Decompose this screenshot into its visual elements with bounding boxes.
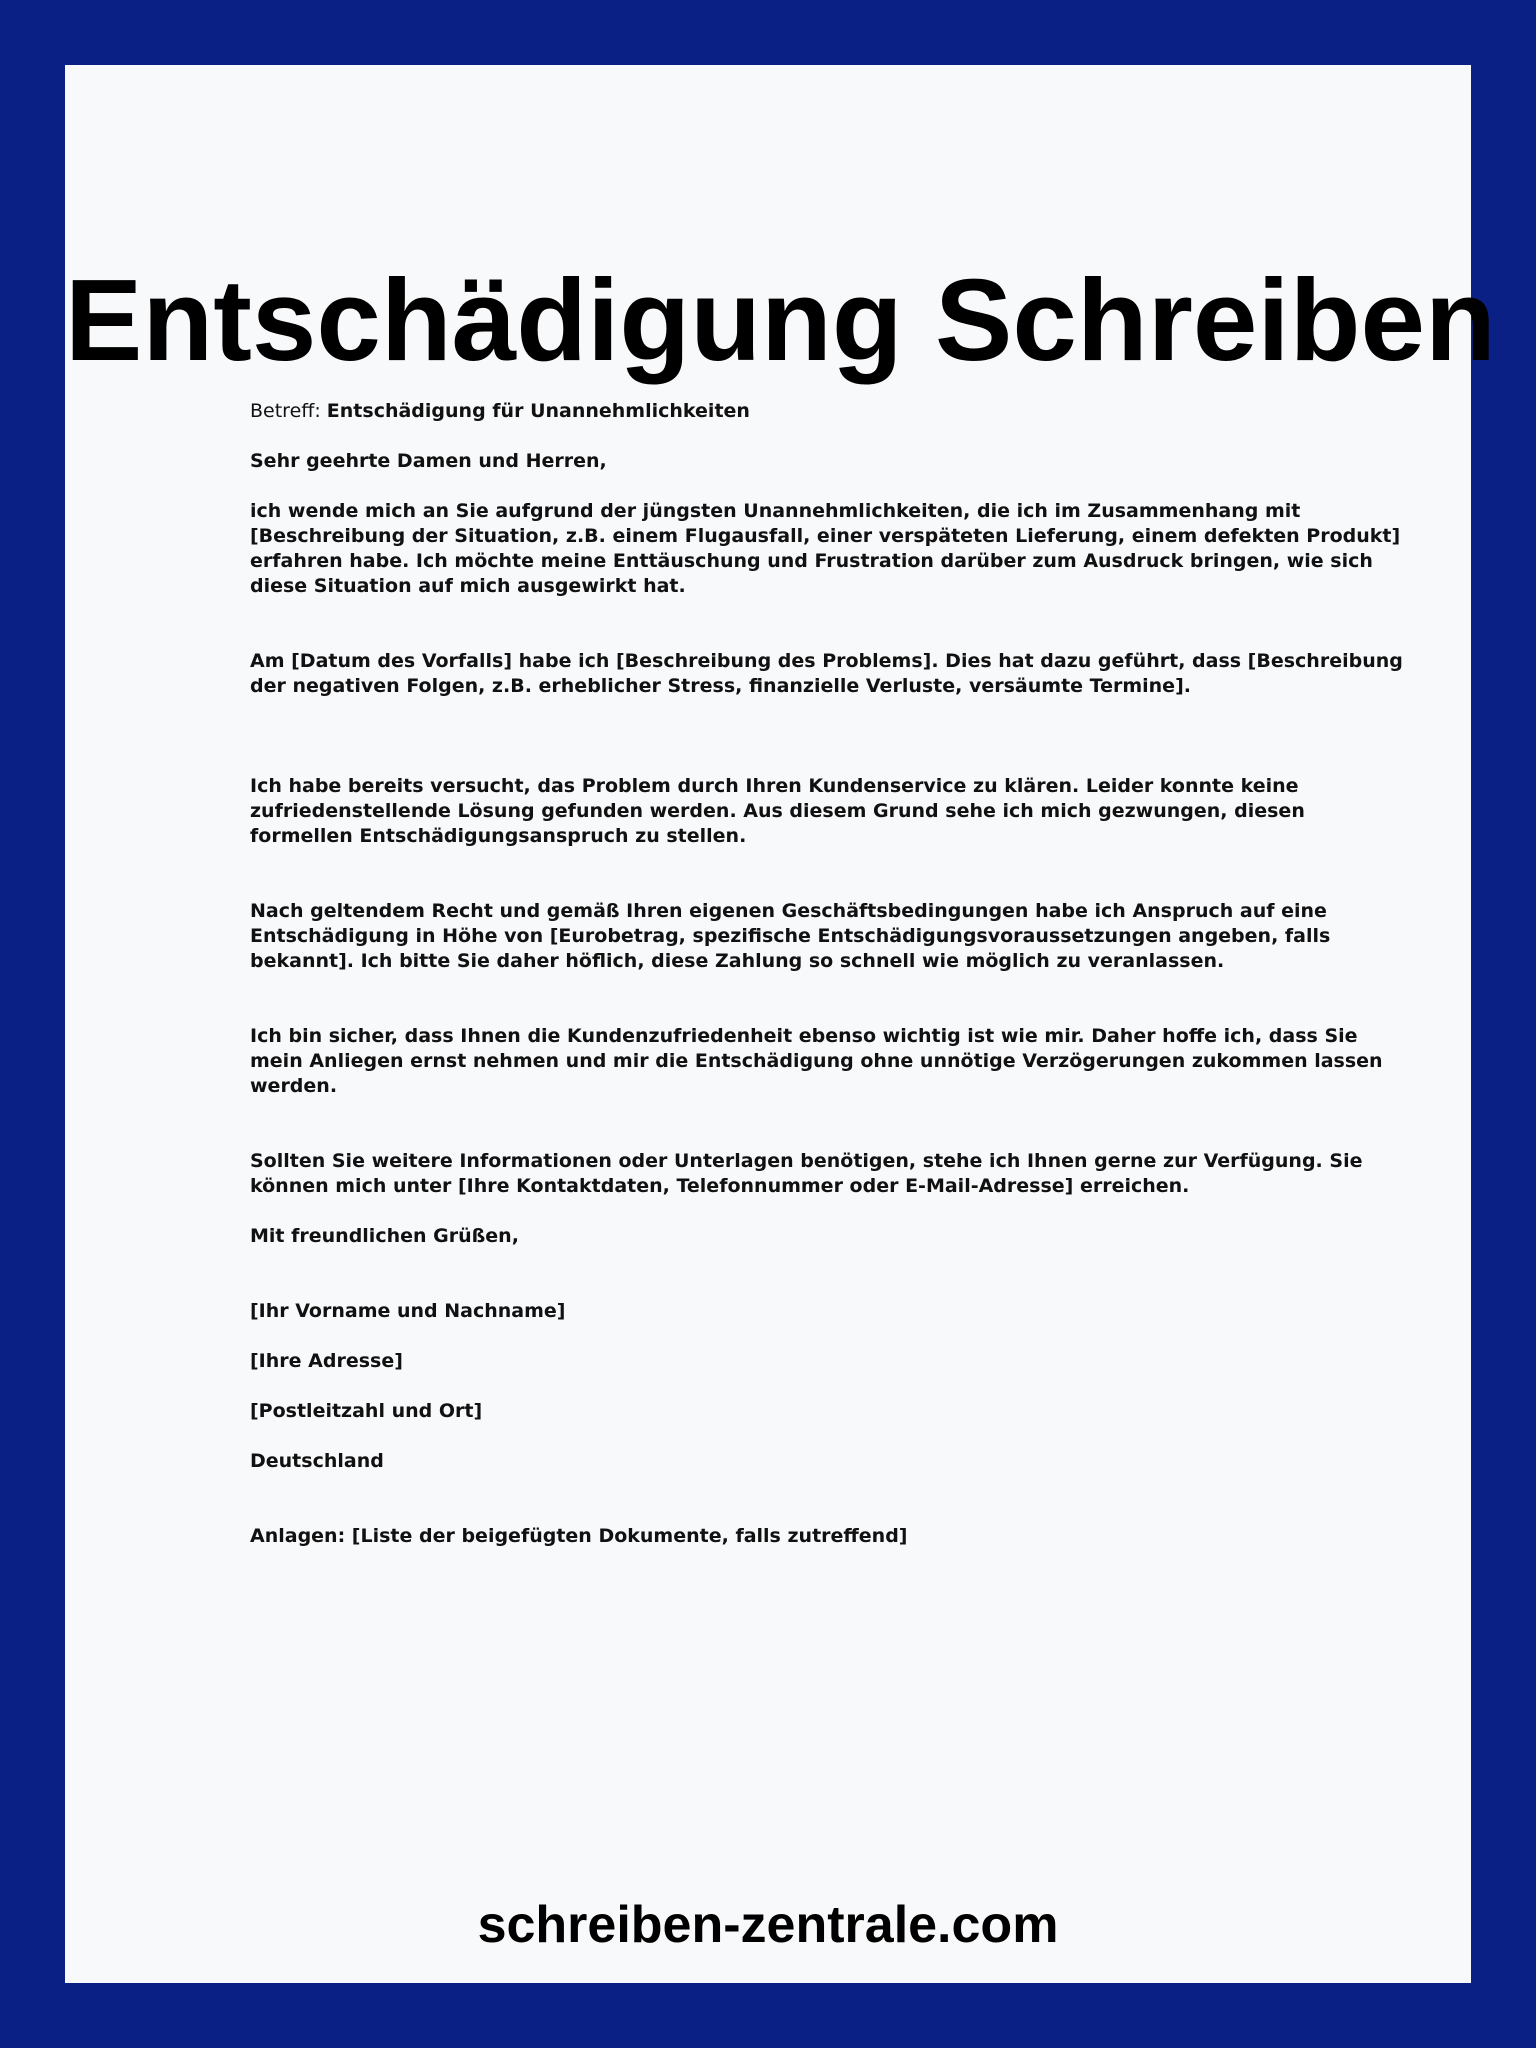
letter-page (65, 65, 1496, 1983)
paragraph-line: [Beschreibung der Situation, z.B. einem Flugausfall, einer verspäteten Lieferung, einem defekten Produkt] (250, 525, 1401, 547)
letter-salutation: Sehr geehrte Damen und Herren, (250, 450, 607, 472)
paragraph-line: Nach geltendem Recht und gemäß Ihren eigenen Geschäftsbedingungen habe ich Anspruch auf eine (250, 900, 1327, 922)
letter-paragraph-1 (250, 499, 1401, 599)
paragraph-line: Ich habe bereits versucht, das Problem durch Ihren Kundenservice zu klären. Leider konnte keine (250, 775, 1299, 797)
paragraph-line: Entschädigung in Höhe von [Eurobetrag, spezifische Entschädigungsvoraussetzungen angeben, falls (250, 925, 1331, 947)
subject-prefix: Betreff: (250, 400, 321, 422)
paragraph-line: bekannt]. Ich bitte Sie daher höflich, diese Zahlung so schnell wie möglich zu veranlassen. (250, 950, 1225, 972)
sender-city: [Postleitzahl und Ort] (250, 1400, 483, 1422)
paragraph-line: können mich unter [Ihre Kontaktdaten, Telefonnummer oder E-Mail-Adresse] erreichen. (250, 1175, 1190, 1197)
subject-text: Entschädigung für Unannehmlichkeiten (326, 400, 750, 422)
paragraph-line: ich wende mich an Sie aufgrund der jüngsten Unannehmlichkeiten, die ich im Zusammenhang mit (250, 500, 1301, 522)
paragraph-line: diese Situation auf mich ausgewirkt hat. (250, 575, 686, 597)
sender-address: [Ihre Adresse] (250, 1350, 403, 1372)
letter-paragraph-6 (250, 1149, 1363, 1199)
letter-paragraph-5 (250, 1024, 1383, 1099)
letter-subject (250, 399, 750, 424)
sender-name: [Ihr Vorname und Nachname] (250, 1300, 566, 1322)
letter-paragraph-4 (250, 899, 1331, 974)
paragraph-line: der negativen Folgen, z.B. erheblicher Stress, finanzielle Verluste, versäumte Termine]. (250, 675, 1191, 697)
paragraph-line: Ich bin sicher, dass Ihnen die Kundenzufriedenheit ebenso wichtig ist wie mir. Daher hoffe ich, dass Sie (250, 1025, 1358, 1047)
page-title: Entschädigung Schreiben (65, 255, 1496, 385)
footer-website: schreiben-zentrale.com (477, 1896, 1059, 1954)
letter-attachments: Anlagen: [Liste der beigefügten Dokumente, falls zutreffend] (250, 1525, 908, 1547)
paragraph-line: Am [Datum des Vorfalls] habe ich [Beschreibung des Problems]. Dies hat dazu geführt, dass [Beschreibung (250, 650, 1403, 672)
letter-closing: Mit freundlichen Grüßen, (250, 1225, 519, 1247)
paragraph-line: zufriedenstellende Lösung gefunden werden. Aus diesem Grund sehe ich mich gezwungen, diesen (250, 800, 1305, 822)
paragraph-line: formellen Entschädigungsanspruch zu stellen. (250, 825, 747, 847)
paragraph-line: mein Anliegen ernst nehmen und mir die Entschädigung ohne unnötige Verzögerungen zukommen lassen (250, 1050, 1383, 1072)
sender-country: Deutschland (250, 1450, 384, 1472)
letter-paragraph-3 (250, 774, 1310, 849)
paragraph-line: werden. (250, 1075, 338, 1097)
paragraph-line: Sollten Sie weitere Informationen oder Unterlagen benötigen, stehe ich Ihnen gerne zur Verfügung. Sie (250, 1150, 1363, 1172)
paragraph-line: erfahren habe. Ich möchte meine Enttäuschung und Frustration darüber zum Ausdruck bringen, wie sich (250, 550, 1373, 572)
letter-paragraph-2 (250, 649, 1403, 699)
